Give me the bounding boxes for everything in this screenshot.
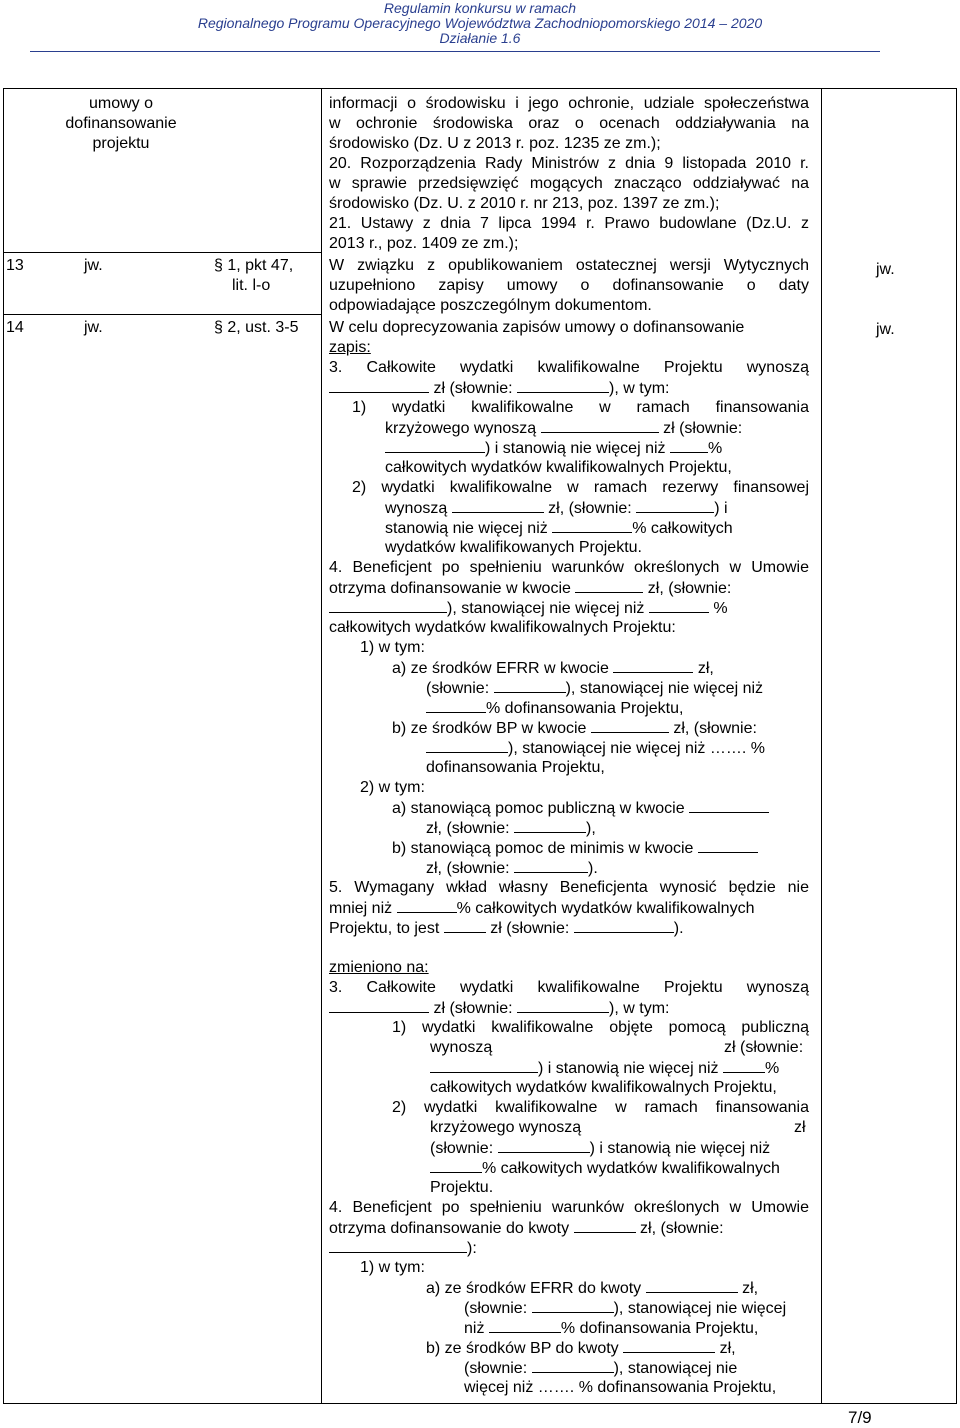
blank-field-line bbox=[623, 1338, 715, 1353]
header-line-1: Regulamin konkursu w ramach bbox=[383, 0, 577, 16]
blank-field-line bbox=[397, 898, 457, 913]
blank-field-line bbox=[670, 438, 708, 453]
blank-field-line bbox=[574, 1218, 636, 1233]
header-line-2: Regionalnego Programu Operacyjnego Województwa Zachodniopomorskiego 2014 – 2020 bbox=[197, 15, 763, 31]
blank-field-line bbox=[430, 1058, 538, 1073]
blank-field-line bbox=[541, 418, 659, 433]
blank-field-line bbox=[329, 598, 447, 613]
blank-field-line bbox=[494, 678, 566, 693]
row-divider-14 bbox=[3, 314, 321, 315]
status-text: jw. bbox=[876, 321, 895, 338]
status-text: jw. bbox=[876, 261, 895, 278]
row-divider-13 bbox=[3, 252, 321, 253]
blank-field-line bbox=[514, 858, 588, 873]
header-line-3: Działanie 1.6 bbox=[439, 30, 521, 46]
blank-field-line bbox=[646, 1278, 738, 1293]
header-divider bbox=[30, 51, 880, 52]
changed-to-label: zmieniono na: bbox=[329, 959, 429, 976]
blank-field-line bbox=[723, 1058, 765, 1073]
document-ref: jw. bbox=[84, 319, 103, 336]
blank-field-line bbox=[426, 738, 508, 753]
paragraph-ref: § 1, pkt 47, bbox=[214, 257, 294, 274]
blank-field-line bbox=[444, 918, 486, 933]
document-ref: jw. bbox=[84, 257, 103, 274]
blank-field-line bbox=[649, 598, 709, 613]
blank-field-line bbox=[385, 438, 485, 453]
blank-field-line bbox=[514, 818, 586, 833]
blank-field-line bbox=[698, 838, 758, 853]
blank-field-line bbox=[575, 578, 643, 593]
blank-field-line bbox=[613, 658, 693, 673]
blank-field-line bbox=[532, 1298, 614, 1313]
blank-field-line bbox=[517, 998, 609, 1013]
blank-field-line bbox=[498, 1138, 590, 1153]
blank-field-line bbox=[574, 918, 674, 933]
row-number: 13 bbox=[6, 257, 24, 274]
blank-field-line bbox=[689, 798, 769, 813]
blank-field-line bbox=[430, 1158, 482, 1173]
blank-field-line bbox=[329, 1238, 467, 1253]
blank-field-line bbox=[591, 718, 669, 733]
blank-field-line bbox=[329, 998, 429, 1013]
paragraph-ref: § 2, ust. 3-5 bbox=[214, 319, 299, 336]
blank-field-line bbox=[532, 1358, 614, 1373]
blank-field-line bbox=[426, 698, 486, 713]
blank-field-line bbox=[636, 498, 714, 513]
page-number: 7/9 bbox=[848, 1408, 872, 1427]
blank-field-line bbox=[329, 378, 429, 393]
row-number: 14 bbox=[6, 319, 24, 336]
blank-field-line bbox=[452, 498, 544, 513]
blank-field-line bbox=[517, 378, 609, 393]
blank-field-line bbox=[489, 1318, 561, 1333]
blank-field-line bbox=[552, 518, 632, 533]
